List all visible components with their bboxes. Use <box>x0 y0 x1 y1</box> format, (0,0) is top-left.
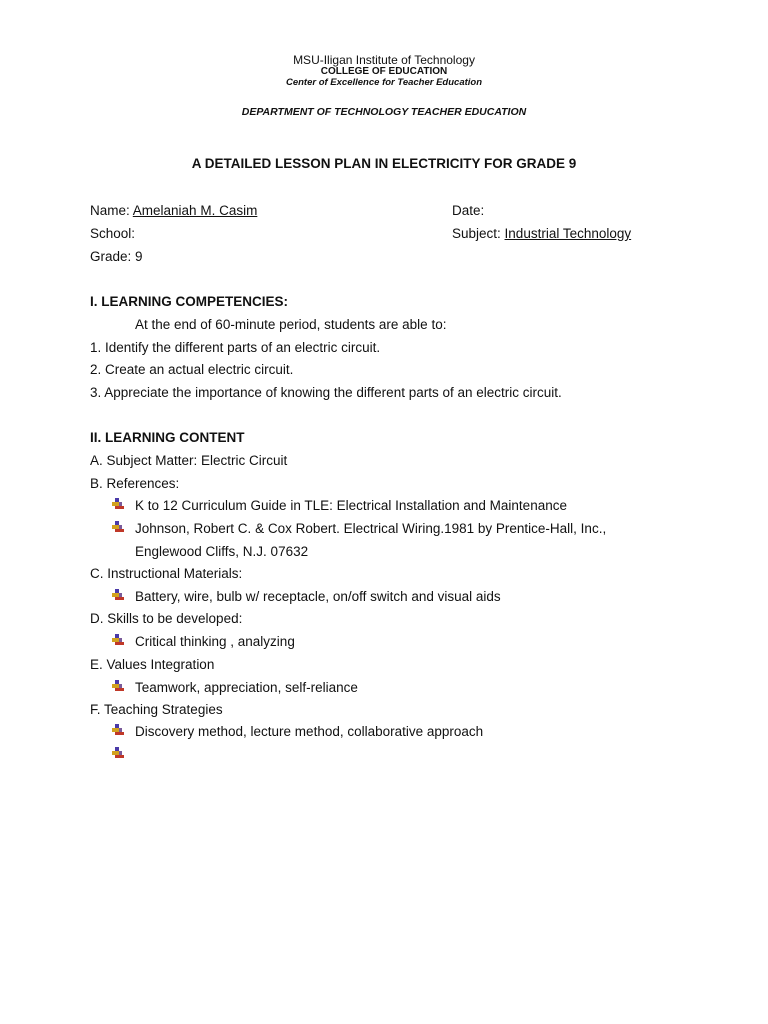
page-title: A DETAILED LESSON PLAN IN ELECTRICITY FOR GRADE 9 <box>191 156 577 171</box>
subject-value: Industrial Technology <box>504 226 632 241</box>
colored-arrow-bullet-icon <box>112 724 126 736</box>
competencies-heading: I. LEARNING COMPETENCIES: <box>90 294 289 309</box>
colored-arrow-bullet-icon <box>112 589 126 601</box>
date-label: Date: <box>452 203 485 218</box>
colored-arrow-bullet-icon <box>112 747 126 759</box>
name-label: Name: <box>90 203 130 218</box>
department-name: DEPARTMENT OF TECHNOLOGY TEACHER EDUCATION <box>241 106 527 118</box>
name-row <box>90 202 257 220</box>
values-text: Teamwork, appreciation, self-reliance <box>135 680 358 696</box>
materials-text: Battery, wire, bulb w/ receptacle, on/off switch and visual aids <box>135 589 501 605</box>
reference-text: Johnson, Robert C. & Cox Robert. Electrical Wiring.1981 by Prentice-Hall, Inc., <box>135 521 607 537</box>
values-label: E. Values Integration <box>90 657 215 672</box>
reference-item <box>112 520 606 538</box>
materials-item <box>112 588 501 606</box>
center-tagline: Center of Excellence for Teacher Education <box>285 77 483 88</box>
colored-arrow-bullet-icon <box>112 634 126 646</box>
college-name: COLLEGE OF EDUCATION <box>320 66 448 77</box>
competency-item: 3. Appreciate the importance of knowing the different parts of an electric circuit. <box>90 385 562 400</box>
skills-label: D. Skills to be developed: <box>90 611 243 626</box>
strategies-text: Discovery method, lecture method, collaborative approach <box>135 724 484 740</box>
competency-item: 1. Identify the different parts of an electric circuit. <box>90 340 381 355</box>
references-label: B. References: <box>90 476 180 491</box>
reference-item <box>112 497 567 515</box>
name-value: Amelaniah M. Casim <box>132 203 258 218</box>
colored-arrow-bullet-icon <box>112 498 126 510</box>
reference-text: K to 12 Curriculum Guide in TLE: Electrical Installation and Maintenance <box>135 498 567 514</box>
skills-text: Critical thinking , analyzing <box>135 634 295 650</box>
institute-name: MSU-Iligan Institute of Technology <box>293 53 475 67</box>
colored-arrow-bullet-icon <box>112 680 126 692</box>
empty-bullet-item <box>112 746 135 764</box>
colored-arrow-bullet-icon <box>112 521 126 533</box>
competency-item: 2. Create an actual electric circuit. <box>90 362 294 377</box>
materials-label: C. Instructional Materials: <box>90 566 243 581</box>
skills-item <box>112 633 295 651</box>
values-item <box>112 679 358 697</box>
reference-continuation: Englewood Cliffs, N.J. 07632 <box>135 544 309 559</box>
subject-matter: A. Subject Matter: Electric Circuit <box>90 453 288 468</box>
strategies-item <box>112 723 483 741</box>
grade-line: Grade: 9 <box>90 249 143 264</box>
strategies-label: F. Teaching Strategies <box>90 702 223 717</box>
subject-row <box>452 225 631 243</box>
school-label: School: <box>90 226 136 241</box>
subject-label: Subject: <box>452 226 501 241</box>
competencies-intro: At the end of 60-minute period, students are able to: <box>135 317 447 332</box>
content-heading: II. LEARNING CONTENT <box>90 430 245 445</box>
